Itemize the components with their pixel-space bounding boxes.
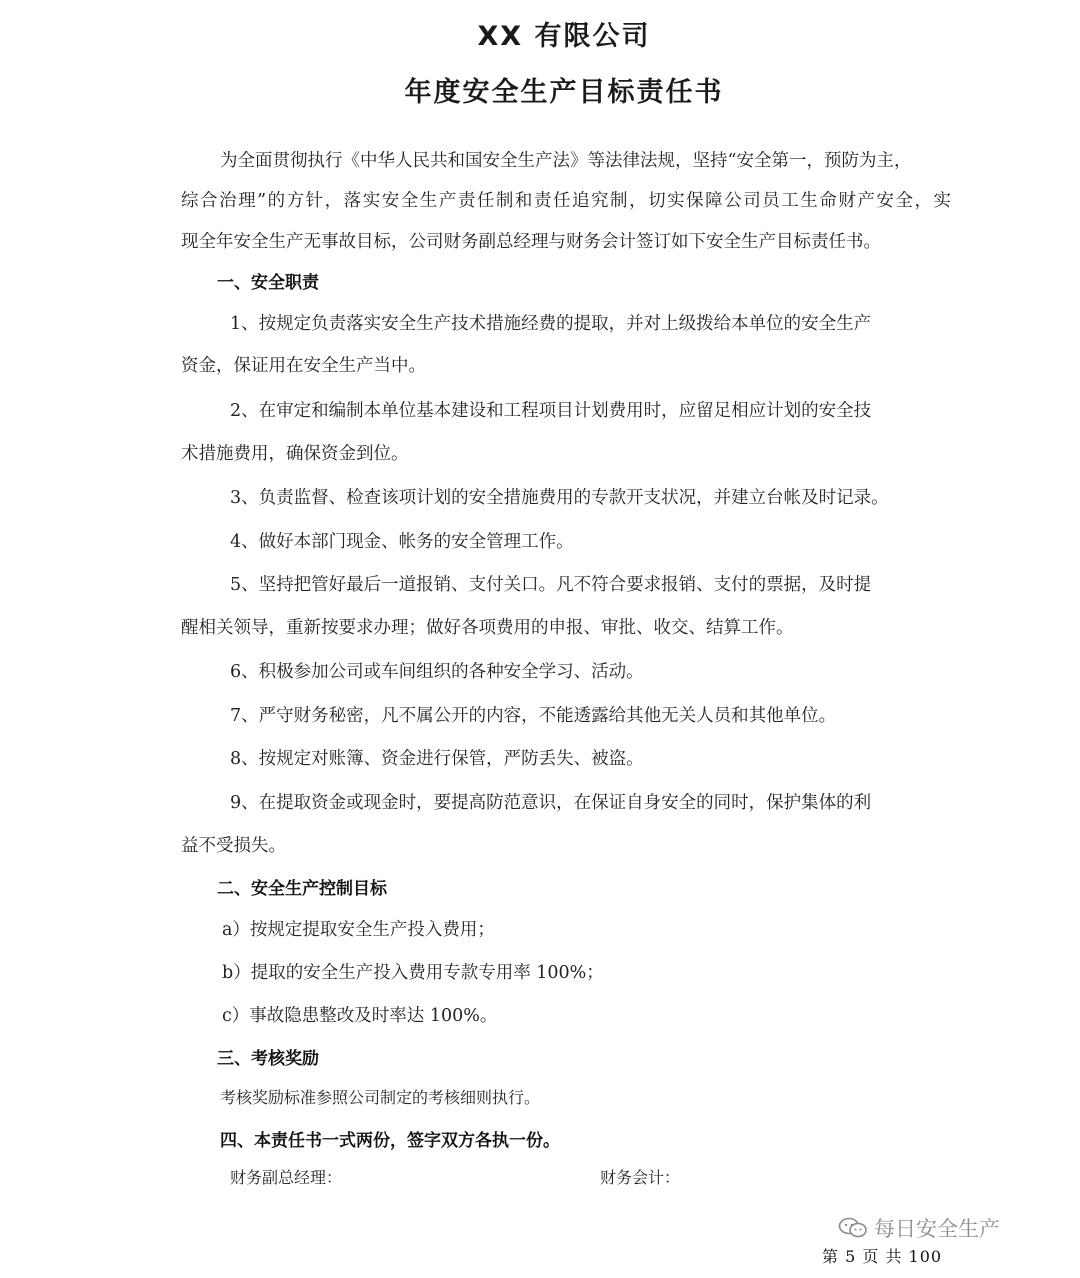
assessment-text: 考核奖励标准参照公司制定的考核细则执行。 (220, 1088, 541, 1107)
watermark (838, 1213, 1000, 1243)
wechat-icon (838, 1217, 868, 1239)
target-item-c: c）事故隐患整改及时率达 100%。 (222, 1006, 498, 1026)
duty-item-8: 8、按规定对账簿、资金进行保管，严防丢失、被盗。 (230, 749, 644, 769)
section-heading-copies: 四、本责任书一式两份，签字双方各执一份。 (220, 1131, 560, 1151)
document-title: 年度安全生产目标责任书 (404, 77, 724, 108)
duty-item-1-line-2: 资金，保证用在安全生产当中。 (181, 356, 426, 376)
duty-item-1-line-1: 1、按规定负责落实安全生产技术措施经费的提取，并对上级拨给本单位的安全生产 (230, 314, 872, 334)
signature-label-deputy-gm: 财务副总经理： (230, 1168, 343, 1187)
section-heading-assessment: 三、考核奖励 (217, 1049, 319, 1069)
duty-item-4: 4、做好本部门现金、帐务的安全管理工作。 (230, 532, 574, 552)
duty-item-6: 6、积极参加公司或车间组织的各种安全学习、活动。 (230, 662, 644, 682)
section-heading-duties: 一、安全职责 (217, 273, 319, 293)
section-heading-targets: 二、安全生产控制目标 (217, 879, 387, 899)
page-number-footer: 第 5 页 共 100 (822, 1247, 943, 1266)
intro-line-3: 现全年安全生产无事故目标，公司财务副总经理与财务会计签订如下安全生产目标责任书。 (181, 232, 881, 252)
duty-item-2-line-1: 2、在审定和编制本单位基本建设和工程项目计划费用时，应留足相应计划的安全技 (230, 401, 872, 421)
duty-item-9-line-2: 益不受损失。 (181, 836, 286, 856)
duty-item-5-line-2: 醒相关领导，重新按要求办理；做好各项费用的申报、审批、收交、结算工作。 (181, 618, 794, 638)
signature-label-accountant: 财务会计： (600, 1168, 681, 1187)
duty-item-3: 3、负责监督、检查该项计划的安全措施费用的专款开支状况，并建立台帐及时记录。 (230, 488, 889, 508)
watermark-text: 每日安全生产 (874, 1217, 1000, 1241)
duty-item-7: 7、严守财务秘密，凡不属公开的内容，不能透露给其他无关人员和其他单位。 (230, 706, 837, 726)
target-item-b: b）提取的安全生产投入费用专款专用率 100%； (222, 963, 604, 983)
intro-line-2: 综合治理”的方针，落实安全生产责任制和责任追究制，切实保障公司员工生命财产安全，实 (181, 191, 951, 211)
duty-item-2-line-2: 术措施费用，确保资金到位。 (181, 444, 409, 464)
duty-item-9-line-1: 9、在提取资金或现金时，要提高防范意识，在保证自身安全的同时，保护集体的利 (230, 793, 872, 813)
duty-item-5-line-1: 5、坚持把管好最后一道报销、支付关口。凡不符合要求报销、支付的票据，及时提 (230, 575, 872, 595)
intro-line-1: 为全面贯彻执行《中华人民共和国安全生产法》等法律法规，坚持“安全第一，预防为主， (220, 151, 912, 171)
target-item-a: a）按规定提取安全生产投入费用； (222, 920, 495, 940)
company-title: XX 有限公司 (477, 21, 651, 52)
